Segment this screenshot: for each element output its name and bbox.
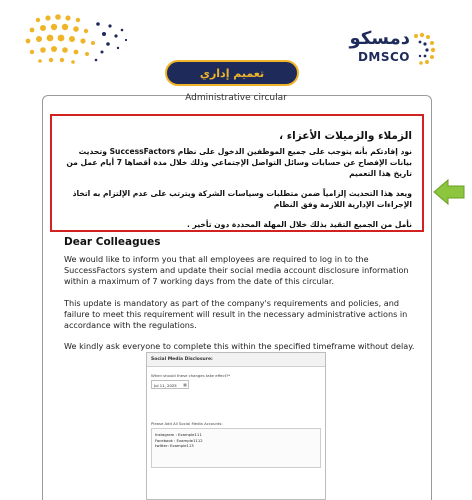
decorative-dots: [18, 12, 138, 68]
left-arrow-icon: [432, 178, 466, 206]
date-label: When should these changes take effect?*: [151, 373, 231, 378]
arabic-paragraph-2: ويعد هذا التحديث إلزامياً ضمن متطلبات وسياسات الشركة ويترتب على عدم الإلتزام به اتخاذ الإجراءات الإدارية اللازمة وفق النظام: [72, 189, 412, 209]
english-message: [64, 236, 422, 362]
logo-english-text: DMSCO: [357, 50, 410, 64]
account-entry: twitter: Example113: [155, 443, 194, 448]
dmsco-logo: [346, 28, 436, 74]
english-heading: Dear Colleagues: [64, 236, 161, 248]
arabic-message-box: [50, 114, 424, 232]
account-entry: Instagram : Example111: [155, 432, 202, 437]
page-title: تعميم إداري: [165, 60, 299, 86]
english-paragraph-2: This update is mandatory as part of the company's requirements and policies, and failure to meet this requirement will result in the necessary administrative actions in accordance with the regulations.: [64, 297, 408, 331]
arabic-paragraph-3: نأمل من الجميع التقيد بذلك خلال المهلة المحددة دون تأخير .: [187, 220, 412, 229]
date-value: Jul 11, 2025: [154, 382, 177, 388]
logo-arabic-text: دمسكو: [349, 28, 410, 49]
account-entry: Facebook : Example1112: [155, 437, 203, 443]
arabic-paragraph-1: نود إفادتكم بأنه يتوجب على جميع الموظفين الدخول على نظام SuccessFactors وتحديث بيانات الإفصاح عن حسابات وسائل التواصل الإجتماعي وذلك خلال مدة أقصاها 7 أيام عمل من تاريخ هذا التعميم: [66, 147, 412, 178]
page-subtitle: Administrative circular: [185, 93, 287, 103]
form-title: Social Media Disclosure:: [147, 353, 325, 367]
date-field: [151, 380, 189, 389]
english-paragraph-3: We kindly ask everyone to complete this within the specified timeframe without delay.: [64, 341, 415, 352]
calendar-icon: ▦: [183, 382, 187, 387]
social-media-disclosure-form: [146, 352, 326, 500]
accounts-label: Please Add All Social Media Accounts:: [151, 421, 223, 426]
arabic-greeting: الزملاء والزميلات الأعزاء ،: [279, 130, 412, 142]
logo-mark-icon: [410, 32, 436, 66]
accounts-textarea: [151, 428, 321, 468]
english-paragraph-1: We would like to inform you that all employees are required to log in to the SuccessFactors system and update their social media account disclosure information within a maximum of 7 working days from the date of this circular.: [64, 254, 409, 287]
